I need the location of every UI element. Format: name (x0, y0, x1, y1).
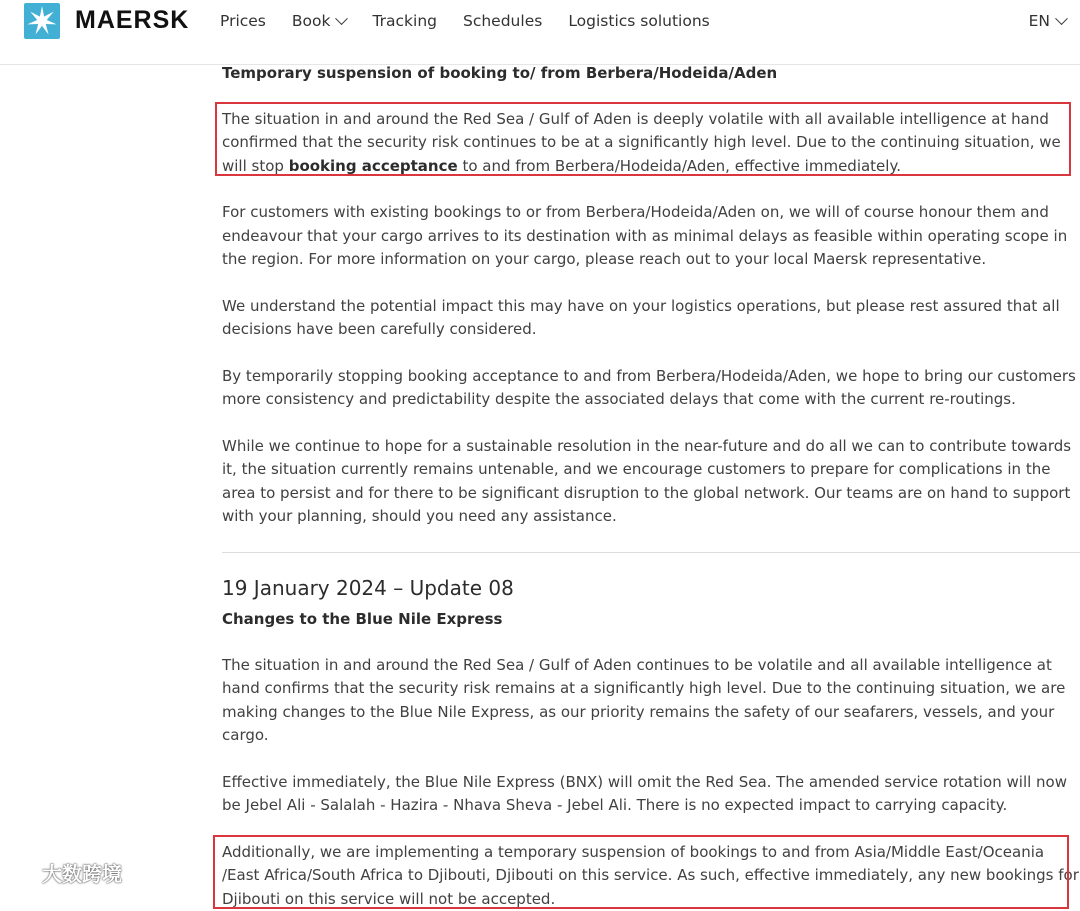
watermark (8, 858, 122, 887)
nav-tracking-label: Tracking (372, 12, 437, 30)
chevron-down-icon (1055, 12, 1068, 25)
nav-prices[interactable] (220, 12, 266, 30)
paragraph-text: The situation in and around the Red Sea / Gulf of Aden is deeply volatile with all available intelligence at hand confirmed that the security risk continues to be at a significantly high level. Due to the continuing situation, we will stop (222, 110, 1061, 175)
paragraph: Additionally, we are implementing a temporary suspension of bookings to and from Asia/Middle East/Oceania /East Africa/South Africa to Djibouti, Djibouti on this service. As such, effective immediately, any new bookings for Djibouti on this service will not be accepted. (222, 841, 1080, 911)
paragraph: The situation in and around the Red Sea / Gulf of Aden continues to be volatile and all available intelligence at hand confirms that the security risk remains at a significantly high level. Due to the continuing situation, we are making changes to the Blue Nile Express, as our priority remains the safety of our seafarers, vessels, and your cargo. (222, 654, 1080, 748)
paragraph: For customers with existing bookings to or from Berbera/Hodeida/Aden on, we will of course honour them and endeavour that your cargo arrives to its destination with as minimal delays as feasible within operating scope in the region. For more information on your cargo, please reach out to your local Maersk representative. (222, 201, 1080, 272)
maersk-star-logo-icon[interactable] (24, 3, 60, 39)
nav-schedules-label: Schedules (463, 12, 542, 30)
chevron-down-icon (336, 12, 349, 25)
paragraph-text: to and from Berbera/Hodeida/Aden, effective immediately. (458, 157, 901, 175)
paragraph: By temporarily stopping booking acceptance to and from Berbera/Hodeida/Aden, we hope to bring our customers more consistency and predictability despite the associated delays that come with the current re-routings. (222, 365, 1080, 412)
language-selector[interactable] (1029, 12, 1066, 30)
watermark-logo-icon (8, 862, 36, 884)
section-subheading: Changes to the Blue Nile Express (222, 608, 1080, 632)
main-nav (220, 12, 736, 30)
nav-book[interactable] (292, 12, 347, 30)
highlighted-paragraph (222, 108, 1080, 179)
paragraph: Effective immediately, the Blue Nile Express (BNX) will omit the Red Sea. The amended service rotation will now be Jebel Ali - Salalah - Hazira - Nhava Sheva - Jebel Ali. There is no expected impact to carrying capacity. (222, 771, 1080, 818)
nav-logistics-solutions[interactable] (568, 12, 709, 30)
paragraph (222, 108, 1080, 179)
nav-logistics-solutions-label: Logistics solutions (568, 12, 709, 30)
site-header (0, 0, 1080, 65)
nav-schedules[interactable] (463, 12, 542, 30)
watermark-text: 大数跨境 (42, 858, 122, 887)
bold-text: booking acceptance (289, 157, 458, 175)
section-divider (222, 552, 1080, 553)
nav-book-label: Book (292, 12, 331, 30)
section-subheading: Temporary suspension of booking to/ from Berbera/Hodeida/Aden (222, 62, 1080, 86)
nav-prices-label: Prices (220, 12, 266, 30)
highlighted-paragraph (222, 841, 1080, 911)
nav-tracking[interactable] (372, 12, 437, 30)
article-content (222, 62, 1080, 911)
paragraph: We understand the potential impact this may have on your logistics operations, but please rest assured that all decisions have been carefully considered. (222, 295, 1080, 342)
update-title: 19 January 2024 – Update 08 (222, 577, 1080, 601)
paragraph: While we continue to hope for a sustainable resolution in the near-future and do all we can to contribute towards it, the situation currently remains untenable, and we encourage customers to prepare for complications in the area to persist and for there to be significant disruption to the global network. Our teams are on hand to support with your planning, should you need any assistance. (222, 435, 1080, 529)
language-label: EN (1029, 12, 1050, 30)
brand-wordmark[interactable]: MAERSK (75, 6, 189, 35)
